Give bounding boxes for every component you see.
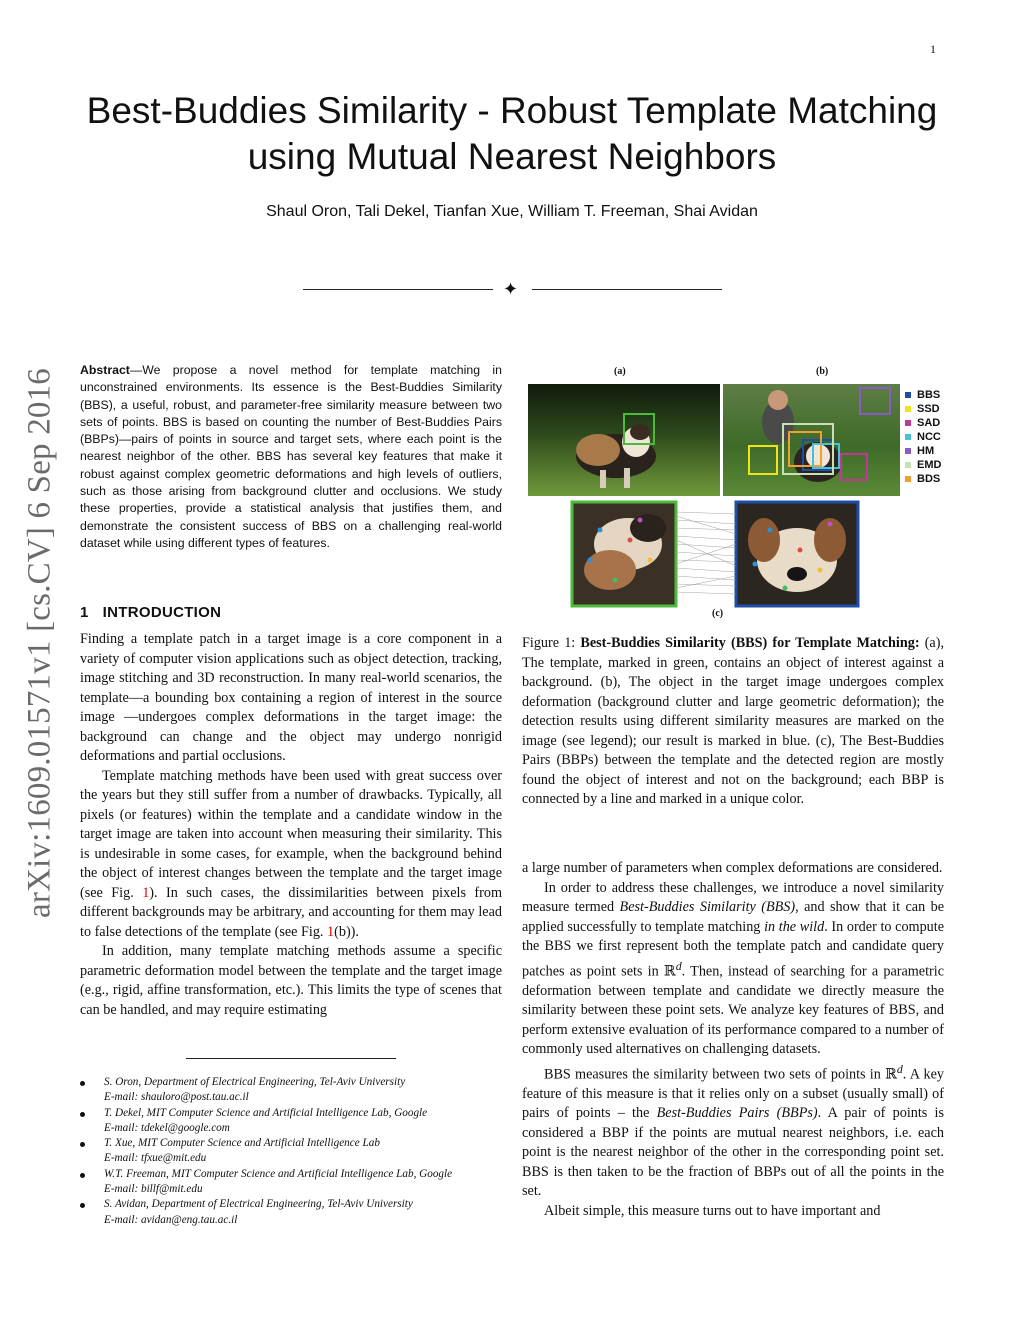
legend-swatch	[905, 420, 911, 426]
section-heading-introduction	[80, 604, 221, 621]
panel-label-a: (a)	[614, 366, 626, 377]
legend-label: BDS	[917, 473, 941, 485]
footnote-item	[80, 1167, 502, 1198]
intro-paragraph-2	[80, 767, 502, 943]
footnote-affiliation: T. Xue, MIT Computer Science and Artificial Intelligence Lab	[104, 1137, 380, 1150]
footnote-rule	[186, 1058, 396, 1059]
caption-bold: Best-Buddies Similarity (BBS) for Template Matching:	[580, 635, 920, 651]
right-p3-text-a: BBS measures the similarity between two sets of points in ℝ	[544, 1066, 897, 1083]
author-list: Shaul Oron, Tali Dekel, Tianfan Xue, William T. Freeman, Shai Avidan	[266, 203, 758, 220]
legend-entry	[905, 416, 941, 430]
section-title: INTRODUCTION	[102, 604, 222, 621]
panel-label-b: (b)	[816, 366, 829, 377]
legend-swatch	[905, 448, 911, 454]
legend-label: EMD	[917, 459, 942, 471]
superscript-d: d	[896, 1061, 903, 1076]
figure-caption	[522, 634, 944, 810]
right-p2-text-b: , and show that it can be applied successfully to template matching	[522, 899, 944, 935]
panel-label-c: (c)	[712, 608, 724, 619]
footnote-item	[80, 1136, 502, 1167]
right-p2-text-a: In order to address these challenges, we introduce a novel similarity measure termed	[522, 879, 944, 915]
bullet-icon	[80, 1081, 85, 1086]
figure-1	[520, 360, 960, 622]
legend-label: SAD	[917, 417, 941, 429]
legend-label: SSD	[917, 403, 940, 415]
left-column-body	[80, 630, 502, 1020]
intro-paragraph-3: In addition, many template matching methods assume a specific parametric deformation model between the template and the target image (e.g., rigid, affine transformation, etc.). This limits the type of scenes that can be handled, and may require estimating	[80, 943, 502, 1018]
section-number: 1	[80, 604, 89, 621]
legend-swatch	[905, 392, 911, 398]
author-footnotes	[80, 1075, 502, 1228]
legend-label: HM	[917, 445, 935, 457]
superscript-d: d	[675, 958, 682, 973]
right-p2-emphasis: in the wild	[764, 918, 825, 935]
figure-ref-link[interactable]: 1	[327, 923, 335, 940]
legend-entry	[905, 444, 941, 458]
legend-entry	[905, 430, 941, 444]
target-image	[723, 384, 900, 496]
ornament-star-icon: ✦	[503, 279, 519, 299]
right-paragraph-2	[522, 879, 944, 1060]
caption-text: (a), The template, marked in green, contains an object of interest against a background. (b), The object in the target image undergoes complex deformation (background clutter and large geometric deformation); the detection results using different similarity measures are marked on the image (see legend); our result is marked in blue. (c), The Best-Buddies Pairs (BBPs) between the template and the detected region are mostly found the object of interest and not on the background; each BBP is connected by a line and marked in a unique color.	[522, 635, 945, 807]
right-p2-text-c: . In order to compute the BBS we first represent both the template patch and candidate query patches as point sets in ℝ	[522, 918, 944, 980]
footnote-email: E-mail: shauloro@post.tau.ac.il	[104, 1091, 249, 1104]
legend-entry	[905, 472, 941, 486]
footnote-email: E-mail: tdekel@google.com	[104, 1121, 230, 1134]
legend-swatch	[905, 406, 911, 412]
right-p3-emphasis: Best-Buddies Pairs (BBPs)	[656, 1105, 818, 1122]
legend-label: NCC	[917, 431, 941, 443]
intro-paragraph-1: Finding a template patch in a target image is a core component in a variety of computer vision applications such as object detection, tracking, image stitching and 3D reconstruction. In many real-world scenarios, the template—a bounding box containing a region of interest in the source image —undergoes complex deformations in the target image: the background can change and the object may undergo nonrigid deformations and partial occlusions.	[80, 631, 502, 764]
right-p2-emphasis: Best-Buddies Similarity (BBS)	[619, 899, 796, 915]
footnote-email: E-mail: avidan@eng.tau.ac.il	[104, 1213, 238, 1226]
legend-swatch	[905, 434, 911, 440]
abstract-label: Abstract	[80, 363, 130, 377]
bbp-correspondence-graphic	[570, 500, 860, 608]
right-column-body	[522, 859, 944, 1221]
legend-swatch	[905, 476, 911, 482]
footnote-affiliation: S. Avidan, Department of Electrical Engineering, Tel-Aviv University	[104, 1198, 413, 1211]
template-image-graphic	[528, 384, 720, 496]
arxiv-stamp-text: arXiv:1609.01571v1 [cs.CV] 6 Sep 2016	[21, 367, 58, 918]
footnote-item	[80, 1106, 502, 1137]
ornament-rule-left	[303, 289, 493, 290]
paper-title: Best-Buddies Similarity - Robust Template Matching using Mutual Nearest Neighbors	[86, 90, 938, 177]
footnote-email: E-mail: billf@mit.edu	[104, 1183, 203, 1196]
abstract	[80, 362, 502, 552]
footnote-affiliation: T. Dekel, MIT Computer Science and Artificial Intelligence Lab, Google	[104, 1106, 428, 1119]
bullet-icon	[80, 1173, 85, 1178]
page-number: 1	[930, 42, 936, 56]
bbp-correspondence-panel	[570, 500, 860, 608]
bullet-icon	[80, 1112, 85, 1117]
footnote-item	[80, 1075, 502, 1106]
target-image-graphic	[723, 384, 900, 496]
bullet-icon	[80, 1203, 85, 1208]
footnote-affiliation: S. Oron, Department of Electrical Engineering, Tel-Aviv University	[104, 1076, 406, 1088]
intro-p2-text-c: (b)).	[334, 923, 359, 940]
figure-ref-link[interactable]: 1	[142, 884, 150, 901]
right-paragraph-4: Albeit simple, this measure turns out to have important and	[544, 1202, 881, 1219]
legend-swatch	[905, 462, 911, 468]
footnote-email: E-mail: tfxue@mit.edu	[104, 1152, 207, 1165]
intro-p2-text-a: Template matching methods have been used with great success over the years but they still suffer from a number of drawbacks. Typically, all pixels (or features) within the template and a candidate window in the target image are taken into account when measuring their similarity. This is undesirable in some cases, for example, when the background behind the object of interest changes between the template and the target image (see Fig.	[80, 767, 502, 901]
bullet-icon	[80, 1142, 85, 1147]
right-paragraph-3	[522, 1060, 944, 1202]
ornament-rule-right	[532, 289, 722, 290]
arxiv-stamp	[14, 355, 66, 930]
footnote-item	[80, 1197, 502, 1228]
right-p3-text-c: . A pair of points is considered a BBP if the points are mutual nearest neighbors, i.e. each point is the nearest neighbor of the other in the corresponding point set. BBS is then taken to be the fraction of BBPs out of all the points in the set.	[522, 1105, 944, 1200]
legend-entry	[905, 388, 941, 402]
right-p2-text-d: . Then, instead of searching for a parametric deformation between template and candidate we directly measure the similarity between these point sets. We analyze key features of BBS, and perform extensive evaluation of its performance compared to a number of commonly used alternatives on challenging datasets.	[522, 963, 944, 1058]
right-paragraph-1: a large number of parameters when complex deformations are considered.	[522, 860, 943, 876]
figure-legend	[905, 388, 941, 486]
template-image	[528, 384, 720, 496]
legend-entry	[905, 458, 941, 472]
caption-prefix: Figure 1:	[522, 635, 581, 651]
legend-label: BBS	[917, 389, 941, 401]
right-p3-text-b: . A key feature of this measure is that it relies only on a subset (usually small) of pairs of points – the	[522, 1066, 944, 1122]
intro-p2-text-b: ). In such cases, the dissimilarities between pixels from different backgrounds may be arbitrary, and accounting for them may lead to false detections of the template (see Fig.	[80, 884, 502, 940]
footnote-affiliation: W.T. Freeman, MIT Computer Science and Artificial Intelligence Lab, Google	[104, 1167, 453, 1180]
abstract-text: —We propose a novel method for template matching in unconstrained environments. Its essence is the Best-Buddies Similarity (BBS), a useful, robust, and parameter-free similarity measure between two sets of points. BBS is based on counting the number of Best-Buddies Pairs (BBPs)—pairs of points in source and target sets, where each point is the nearest neighbor of the other. BBS has several key features that make it robust against complex geometric deformations and high levels of outliers, such as those arising from background clutter and occlusions. We study these properties, provide a statistical analysis that justifies them, and demonstrate the consistent success of BBS on a challenging real-world dataset while using different types of features.	[80, 363, 502, 550]
legend-entry	[905, 402, 941, 416]
